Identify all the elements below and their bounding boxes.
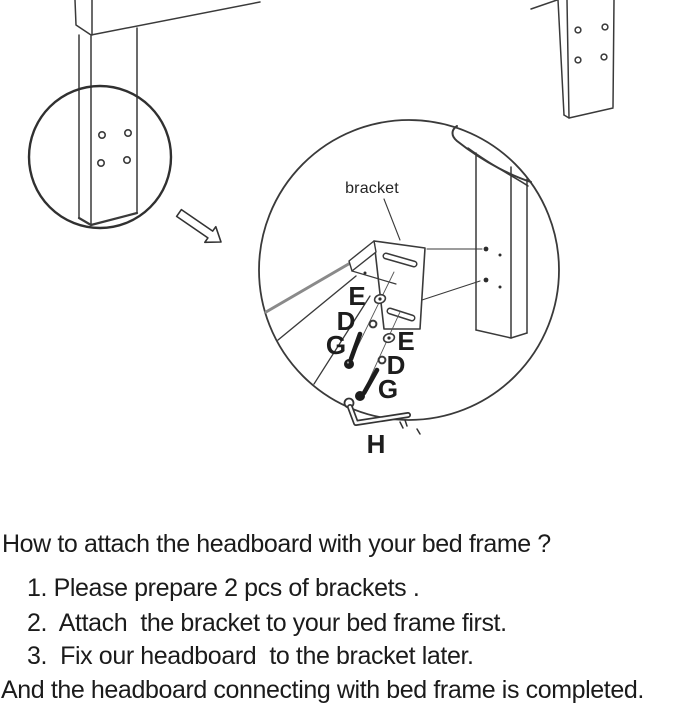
part-label-d-2: D	[386, 350, 406, 380]
bolt-g-2-head	[355, 391, 365, 401]
bolt-g-2-shaft	[364, 370, 377, 393]
bracket-flange	[349, 241, 376, 271]
bolt-g-1-shaft	[351, 334, 360, 359]
washer-d-1	[370, 321, 377, 328]
leader-line-bottom-hole	[422, 281, 480, 300]
instruction-step-1: 1. Please prepare 2 pcs of brackets .	[27, 574, 420, 602]
part-label-e-1: E	[348, 281, 366, 311]
instructions-conclusion: And the headboard connecting with bed frame is completed.	[1, 676, 644, 704]
part-label-h: H	[366, 429, 386, 459]
stray-marks	[400, 420, 420, 434]
headboard-right-leg	[558, 0, 614, 118]
part-label-d-1: D	[336, 306, 356, 336]
part-label-e-2: E	[397, 326, 415, 356]
right-leg-holes	[575, 24, 608, 63]
detail-leg-holes	[484, 247, 502, 289]
headboard-bottom-rail	[75, 0, 557, 35]
zoom-arrow-icon	[177, 210, 221, 243]
instruction-step-2: 2. Attach the bracket to your bed frame first.	[27, 609, 507, 637]
instructions-title: How to attach the headboard with your bed frame ?	[2, 530, 551, 558]
detail-headboard-curve	[453, 126, 532, 186]
detail-bed-frame-leg	[422, 153, 527, 338]
bracket-label: bracket	[345, 180, 399, 197]
left-leg-holes	[98, 130, 131, 166]
headboard-left-leg	[79, 28, 137, 225]
instruction-step-3: 3. Fix our headboard to the bracket later.	[27, 642, 474, 670]
zoom-source-circle	[29, 86, 171, 228]
part-label-g-2: G	[377, 374, 399, 404]
bolt-g-1-head	[344, 359, 354, 369]
part-label-g-1: G	[325, 330, 347, 360]
bracket-label-leader	[384, 199, 400, 240]
washer-d-2	[379, 357, 386, 364]
